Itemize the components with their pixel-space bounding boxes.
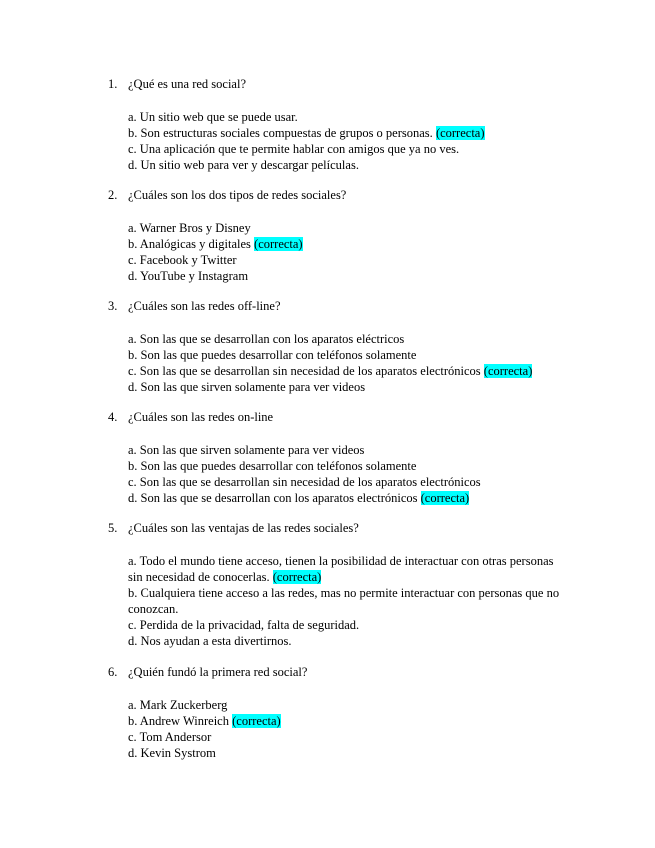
correct-label: (correcta) <box>272 570 322 584</box>
question-number: 2. <box>108 188 118 202</box>
option-c: c. Facebook y Twitter <box>128 253 237 267</box>
option-d: d. Un sitio web para ver y descargar películas. <box>128 158 359 172</box>
options-list <box>128 109 568 173</box>
question-text: ¿Cuáles son las ventajas de las redes sociales? <box>128 521 359 535</box>
options-list <box>128 331 568 395</box>
question-text: ¿Cuáles son los dos tipos de redes sociales? <box>128 188 347 202</box>
option-c: c. Son las que se desarrollan sin necesidad de los aparatos electrónicos (correcta) <box>128 364 533 378</box>
correct-label: (correcta) <box>254 237 303 251</box>
correct-label: (correcta) <box>420 491 470 505</box>
question-number: 3. <box>108 299 118 313</box>
question-text: ¿Quién fundó la primera red social? <box>128 665 308 679</box>
option-c: c. Perdida de la privacidad, falta de seguridad. <box>128 618 360 632</box>
option-d: d. Son las que se desarrollan con los aparatos electrónicos (correcta) <box>128 491 470 505</box>
options-list <box>128 220 568 284</box>
question-text: ¿Cuáles son las redes on-line <box>128 410 274 424</box>
question-number: 1. <box>108 77 118 91</box>
option-a: a. Un sitio web que se puede usar. <box>128 110 298 124</box>
option-b: b. Analógicas y digitales (correcta) <box>128 237 303 251</box>
correct-label: (correcta) <box>435 126 485 140</box>
option-d: d. Son las que sirven solamente para ver videos <box>128 380 366 394</box>
options-list <box>128 697 568 761</box>
option-d: d. Nos ayudan a esta divertirnos. <box>128 634 292 648</box>
option-b: b. Cualquiera tiene acceso a las redes, mas no permite interactuar con personas que no conozcan. <box>128 586 560 616</box>
option-a: a. Son las que se desarrollan con los aparatos eléctricos <box>128 332 405 346</box>
option-d: d. YouTube y Instagram <box>128 269 249 283</box>
options-list <box>128 553 568 649</box>
question-text: ¿Cuáles son las redes off-line? <box>128 299 281 313</box>
question-number: 5. <box>108 521 118 535</box>
correct-label: (correcta) <box>483 364 533 378</box>
option-a: a. Warner Bros y Disney <box>128 221 251 235</box>
option-a: a. Son las que sirven solamente para ver videos <box>128 443 365 457</box>
question-number: 6. <box>108 665 118 679</box>
options-list <box>128 442 568 506</box>
option-b: b. Son las que puedes desarrollar con teléfonos solamente <box>128 459 417 473</box>
option-d: d. Kevin Systrom <box>128 746 216 760</box>
option-c: c. Son las que se desarrollan sin necesidad de los aparatos electrónicos <box>128 475 481 489</box>
question-text: ¿Qué es una red social? <box>128 77 246 91</box>
option-a: a. Todo el mundo tiene acceso, tienen la posibilidad de interactuar con otras personas sin necesidad de conocerlas. (correcta) <box>128 554 554 584</box>
option-b: b. Andrew Winreich (correcta) <box>128 714 281 728</box>
option-b: b. Son las que puedes desarrollar con teléfonos solamente <box>128 348 417 362</box>
question-number: 4. <box>108 410 118 424</box>
option-a: a. Mark Zuckerberg <box>128 698 228 712</box>
option-b: b. Son estructuras sociales compuestas de grupos o personas. (correcta) <box>128 126 485 140</box>
option-c: c. Tom Andersor <box>128 730 212 744</box>
option-c: c. Una aplicación que te permite hablar con amigos que ya no ves. <box>128 142 460 156</box>
correct-label: (correcta) <box>232 714 281 728</box>
